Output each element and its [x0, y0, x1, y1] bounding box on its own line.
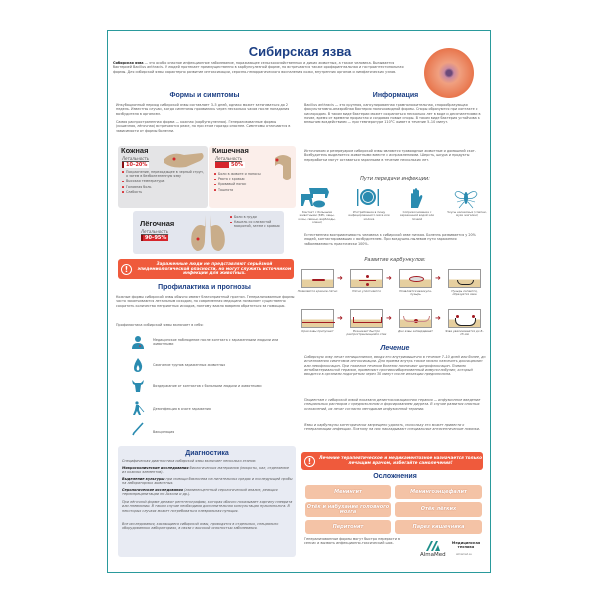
carbuncle-stage-caption: Пузырь лопается, образуется язва: [451, 289, 478, 297]
carbuncle-heading: Развитие карбункулов:: [364, 257, 426, 263]
transmission-caption: Укусы насекомых (слепни, мухи жигалки): [447, 210, 487, 218]
complications-note: Генерализованные формы могут быстро перерасти в сепсис и вызвать инфекционно-токсический шок.: [304, 537, 400, 546]
symptom: Головная боль: [122, 185, 206, 189]
transmission-caption: Употребление в пищу инфицированного мяса или молока: [348, 210, 390, 221]
carbuncle-stage-caption: Дно язвы затвердевает: [398, 329, 433, 333]
carbuncle-stage-caption: Края язвы припухают: [301, 329, 334, 333]
lethality-value-wrap: [141, 235, 168, 241]
carbuncle-stage-caption: Язва увеличивается до 8–15 мм: [445, 329, 484, 337]
exclamation-icon: !: [304, 456, 315, 467]
symptom: Покраснение, переходящее в черный струп, а затем в безболезненную язву: [122, 170, 206, 178]
symptom-list: [122, 170, 206, 195]
treatment-p1: Сибирскую язву лечат пенициллином, вводя его внутримышечно в течение 7–10 дней или более, до исчезновения симптомов интоксикации. Для приема внутрь также можно назначить доксициклин или левофлоксацин. При тяжелом течении болезни назначают ципрофлоксацин. Помимо антибактериальной терапии, применяют противосибиреязвенный иммуноглобулин, который вводится в организм подогретым через 30 минут после инъекции преднизолона.: [304, 355, 486, 377]
diagnostics-item-title: Серологические исследования: [122, 488, 183, 492]
complication-item: Менингоэнцефалит: [395, 485, 482, 499]
carbuncle-stage-diagram: [399, 269, 432, 288]
syringe-icon: [131, 422, 145, 436]
prevention-item: Медицинское наблюдение после контакта с зараженными людьми или животными: [153, 338, 279, 347]
arrow-right-icon: ➜: [386, 314, 392, 322]
page-title: Сибирская язва: [248, 44, 352, 59]
prevention-item: Сжигание трупов зараженных животных: [153, 363, 226, 367]
cow-head-icon: [131, 379, 145, 393]
symptom-list: [214, 172, 272, 193]
form-card-pulmonary: [133, 211, 284, 254]
diagnostics-box: [118, 446, 296, 557]
lethality-value: 90–95%: [141, 235, 168, 241]
complications-heading: Осложнения: [373, 473, 417, 480]
info-p3: Естественная восприимчивость человека к сибирской язве низкая. Болезнь развивается у 20% людей, контактировавших с возбудителем. При воздушно-пылевом пути заражения заболеваемость практически 100%.: [304, 233, 476, 246]
treatment-p3: Язвы и карбункулы категорически запрещено удалять, поскольку это может привести к генерализации инфекции. Поэтому на них накладывают специальные антисептические повязки.: [304, 423, 481, 432]
lethality-value-wrap: [215, 162, 245, 168]
hand-lesion-icon: [162, 149, 206, 169]
warning-banner-self-treatment: [301, 452, 483, 470]
insect-icon: [451, 186, 481, 210]
carbuncle-stage-caption: Возникает быстро распространяющийся отек: [346, 329, 387, 337]
prevention-heading: Профилактика и прогнозы: [158, 284, 251, 291]
diagnostics-p1: При лёгочной форме делают рентгенографию, которая обычно показывает картину плеврита или пневмонии. В таком случае необходима дополнительная консультация пульмонолога. В некоторых случаях может потребоваться плевральная пункция.: [122, 500, 293, 513]
diagnostics-item-text: при помощи бакпосева на питательных средах и последующей пробы на лабораторных животных.: [122, 477, 293, 486]
form-name: Кожная: [121, 146, 149, 155]
lethality-label: Летальность: [122, 156, 150, 161]
complication-item: Отёк и набухание головного мозга: [305, 502, 391, 517]
prevention-p2: Профилактика сибирской язвы включает в себя:: [116, 323, 204, 327]
carbuncle-stage-caption: Появляется везикула-пузырь: [399, 289, 432, 297]
disinfection-icon: [131, 401, 145, 415]
symptom: Боли в животе и поносы: [214, 172, 272, 176]
almamed-logo: [420, 541, 490, 569]
form-name: Лёгочная: [140, 219, 175, 228]
carbuncle-stage-diagram: [350, 269, 383, 288]
forms-p2: Самая распространенная форма — кожная (карбункулезная). Генерализованные формы (кишечная, лёгочная) встречаются реже, но при этом гораздо опаснее. Симптомы отличаются в зависимости от формы болезни.: [116, 120, 291, 133]
prevention-item: Вакцинация: [153, 430, 175, 434]
treatment-heading: Лечение: [380, 345, 410, 352]
intestine-icon: [271, 152, 295, 184]
forms-heading: Формы и симптомы: [169, 92, 240, 99]
symptom: Высокая температура: [122, 179, 206, 183]
transmission-heading: Пути передачи инфекции:: [360, 176, 430, 182]
diagnostics-p2: Все исследования, касающиеся сибирской язвы, проводятся в отдельных, специально оборудованных лабораториях, в связи с высокой опасностью заболевания.: [122, 522, 279, 531]
carbuncle-stage-diagram: [399, 309, 432, 328]
info-heading: Информация: [372, 92, 419, 99]
poster: [107, 30, 491, 573]
complication-item: Отёк лёгких: [395, 502, 482, 517]
diagnostics-heading: Диагностика: [185, 450, 229, 457]
info-p2: Источником и резервуаром сибирской язвы являются травоядные животные и домашний скот. Возбудитель выделяется животными вместе с испражнениями. Шерсть, шкура и продукты переработки могут оставаться заразными в течение нескольких лет.: [304, 149, 476, 162]
lethality-label: Летальность: [215, 156, 243, 161]
doctor-icon: [131, 335, 145, 349]
prevention-item: Дезинфекция в очаге заражения: [153, 407, 211, 411]
symptom: Кашель со слизистой мокротой, затем с кровью: [230, 220, 282, 228]
symptom: Боли в груди: [230, 215, 282, 219]
logo-tagline: Медицинская техника: [451, 541, 481, 549]
carbuncle-stage-diagram: [350, 309, 383, 328]
arrow-right-icon: ➜: [337, 274, 343, 282]
symptom-list: [230, 215, 282, 230]
warning-banner-infection: [118, 259, 294, 279]
carbuncle-stage-diagram: [448, 309, 481, 328]
warning-text: Лечение терапевтическое и медикаментозное назначается только лечащим врачом, избегайте самолечения!: [318, 455, 482, 465]
transmission-caption: Соприкосновение с зараженной водой или почвой: [399, 210, 435, 221]
diagnostics-item: [122, 488, 294, 497]
prevention-p1: Кожные формы сибирской язвы обычно имеют благоприятный прогноз. Генерализованные формы часто заканчиваются летальным исходом, но современная медицина позволяет существенно сократить количество неприятных исходов, поэтому важно вовремя обратиться за помощью.: [116, 295, 295, 308]
fire-icon: [131, 358, 145, 372]
logo-site: almamed.su: [456, 553, 473, 556]
form-card-skin: [118, 146, 208, 208]
lethality-value-wrap: [122, 162, 149, 168]
lungs-icon: [189, 213, 227, 253]
livestock-icon: [301, 186, 331, 210]
lethality-bar: [215, 162, 229, 168]
diagnostics-item: [122, 466, 294, 475]
lethality-value: 10–20%: [122, 162, 149, 168]
lethality-value: 50%: [231, 162, 243, 168]
diagnostics-item-title: Микроскопические исследования: [122, 466, 189, 470]
plate-icon: [353, 186, 383, 210]
symptom: Кровавый понос: [214, 182, 272, 186]
diagnostics-item: [122, 477, 294, 486]
carbuncle-stage-caption: Появляется красное пятно: [297, 289, 338, 293]
hand-icon: [401, 186, 431, 210]
symptom: Тошнота: [214, 188, 272, 192]
complication-item: Менингит: [305, 485, 391, 499]
arrow-right-icon: ➜: [435, 314, 441, 322]
logo-brand: AlmaMed: [420, 552, 446, 558]
warning-text: Зараженные люди не представляют серьёзной эпидемиологической опасности, но могут служить источником инфекции для животных.: [137, 261, 292, 276]
arrow-right-icon: ➜: [435, 274, 441, 282]
diagnostics-item-title: Выделение культуры: [122, 477, 165, 481]
info-p1: Bacillus anthracis — это крупная, капсулированная грамположительная, спорообразующая факультативно-анаэробная бактерия палочковидной формы. Споры образуются при контакте с кислородом. В таком виде бактерии может сохраняться несколько лет в воде и десятилетиями в почве, время от времени прорастая и создавая новые споры. В таком виде бактерия устойчива к внешним воздействиям — при температуре 110°С живет в течение 5–10 минут.: [304, 103, 481, 125]
prevention-item: Воздержание от контактов с больными людьми и животными: [153, 384, 262, 388]
complication-item: Парез кишечника: [395, 520, 482, 534]
exclamation-icon: !: [121, 264, 132, 275]
carbuncle-stage-caption: Пятно уплотняется: [352, 289, 381, 293]
carbuncle-stage-diagram: [301, 309, 334, 328]
treatment-p2: Пациентам с сибирской язвой показана дезинтоксикационная терапия — инфузионное введение специальных растворов с преднизолоном и форсированием диуреза. В случае развития опасных осложнений, их лечат согласно методикам инфузионной терапии.: [304, 398, 481, 411]
form-name: Кишечная: [212, 146, 249, 155]
forms-p1: Инкубационный период сибирской язвы составляет 3–5 дней, однако может затягиваться до 2 недель. Известны случаи, когда симптомы проявились через несколько часов после попадания возбудителя в организм.: [116, 103, 290, 116]
symptom: Рвота с кровью: [214, 177, 272, 181]
almamed-logo-icon: [426, 541, 440, 551]
diagnostics-p0: Специфическая диагностика сибирской язвы включает несколько этапов:: [122, 459, 257, 463]
lethality-label: Летальность: [141, 229, 169, 234]
symptom: Слабость: [122, 190, 206, 194]
transmission-caption: Контакт с больными животными (КРС, овцы, козы, свиньи, верблюды, олени): [298, 210, 336, 225]
arrow-right-icon: ➜: [337, 314, 343, 322]
intro-body: — это особо опасное инфекционное заболевание, поражающее сельскохозяйственных и диких животных, а также человека. Вызывается бактерией Bacillus anthracis. У людей протекает преимущественно в карбункулезной форме, но встречаются также орофарингеальная и гастроинтестинальная формы. Для сибирской язвы характерно развитие интоксикации, серозно-геморрагического воспаления кожи, внутренних органов и лимфатических узлов.: [113, 61, 404, 74]
intro-lead: Сибирская язва: [113, 61, 144, 65]
complication-item: Перитонит: [305, 520, 391, 534]
form-card-intestinal: [209, 146, 296, 208]
diagnostics-item-text: биологических материалов (мокроты, кал, отделяемое из кожных элементов).: [122, 466, 289, 475]
diagnostics-item-text: (люминесцентный серологический анализ, реакция термопреципитации по Асколи и др.).: [122, 488, 278, 497]
skin-lesion-photo: [424, 48, 474, 98]
intro-text: [113, 61, 413, 74]
carbuncle-stage-diagram: [301, 269, 334, 288]
carbuncle-stage-diagram: [448, 269, 481, 288]
arrow-right-icon: ➜: [386, 274, 392, 282]
